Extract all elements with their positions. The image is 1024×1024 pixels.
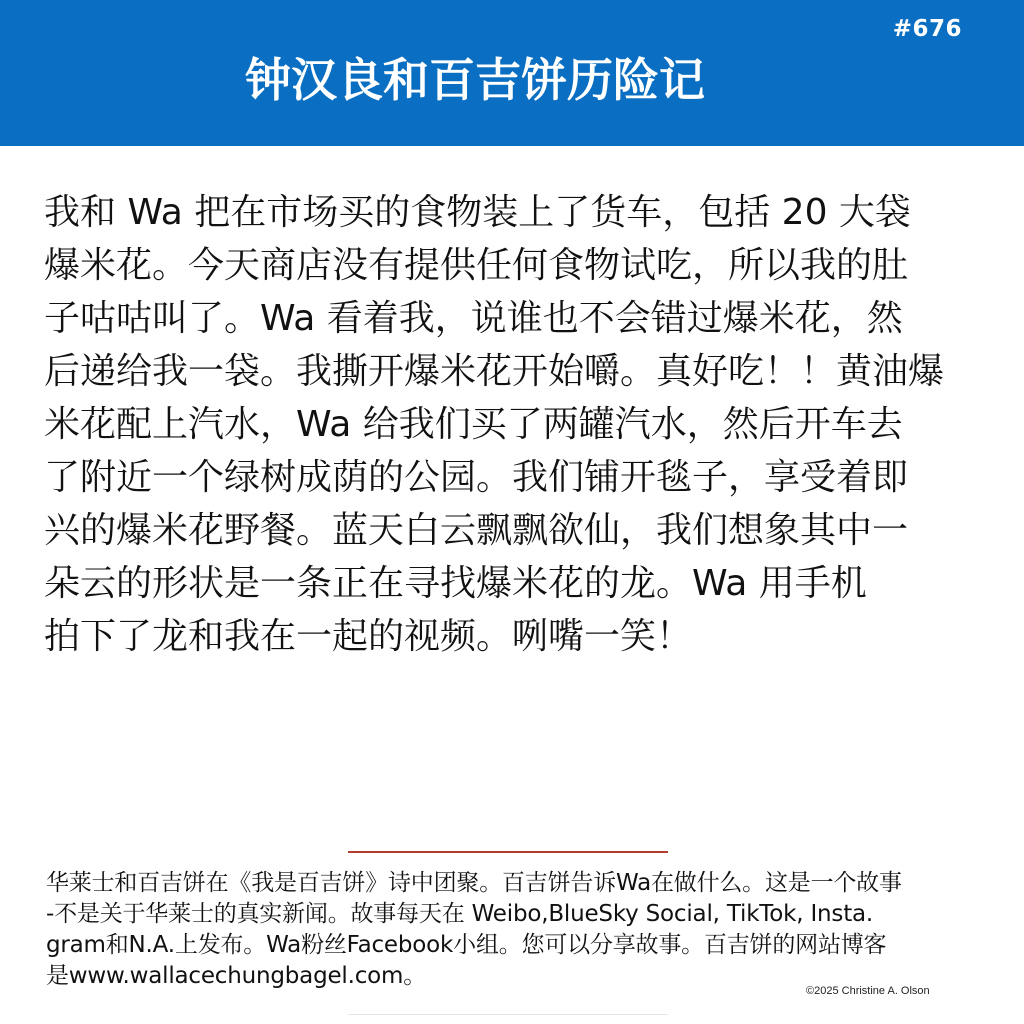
section-divider [348, 851, 668, 853]
story-line: 兴的爆米花野餐。蓝天白云飘飘欲仙，我们想象其中一 [44, 510, 909, 551]
story-line: 爆米花。今天商店没有提供任何食物试吃，所以我的肚 [44, 245, 909, 286]
story-line: 米花配上汽水，Wa 给我们买了两罐汽水，然后开车去 [44, 404, 903, 445]
story-line: 朵云的形状是一条正在寻找爆米花的龙。Wa 用手机 [44, 563, 867, 604]
copyright-notice: ©2025 Christine A. Olson [806, 985, 930, 997]
story-line: 了附近一个绿树成荫的公园。我们铺开毯子，享受着即 [44, 457, 909, 498]
story-text [44, 186, 984, 663]
story-line: 子咕咕叫了。Wa 看着我，说谁也不会错过爆米花，然 [44, 298, 903, 339]
story-line: 拍下了龙和我在一起的视频。咧嘴一笑！ [44, 616, 693, 657]
page-title: 钟汉良和百吉饼历险记 [245, 53, 705, 107]
header-banner [0, 0, 1024, 146]
bottom-rule [348, 1014, 668, 1015]
footer-note [46, 868, 986, 992]
episode-number: #676 [892, 16, 962, 42]
footer-line: 华莱士和百吉饼在《我是百吉饼》诗中团聚。百吉饼告诉Wa在做什么。这是一个故事 [46, 870, 902, 896]
footer-line: gram和N.A.上发布。Wa粉丝Facebook小组。您可以分享故事。百吉饼的网站博客 [46, 932, 887, 958]
footer-line: -不是关于华莱士的真实新闻。故事每天在 Weibo,BlueSky Social, TikTok, Insta. [46, 901, 874, 927]
story-line: 后递给我一袋。我撕开爆米花开始嚼。真好吃！！黄油爆 [44, 351, 945, 392]
footer-line: 是www.wallacechungbagel.com。 [46, 963, 427, 989]
story-line: 我和 Wa 把在市场买的食物装上了货车，包括 20 大袋 [44, 192, 911, 233]
